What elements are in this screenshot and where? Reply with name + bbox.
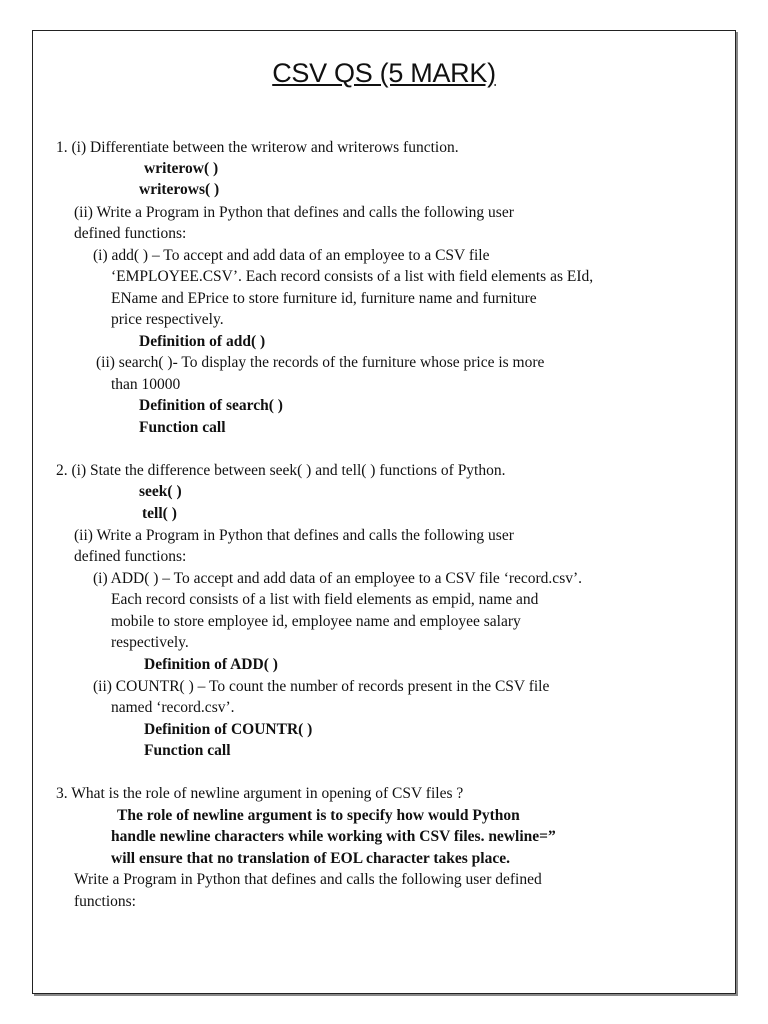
q1-line-8: EName and EPrice to store furniture id, furniture name and furniture xyxy=(111,290,537,307)
q1-line-5: defined functions: xyxy=(74,225,187,242)
q2-line-12: named ‘record.csv’. xyxy=(111,699,235,716)
q2-line-4: (ii) Write a Program in Python that defines and calls the following user xyxy=(74,527,514,544)
q2-line-13: Definition of COUNTR( ) xyxy=(144,721,313,738)
q2-line-1: 2. (i) State the difference between seek( ) and tell( ) functions of Python. xyxy=(56,462,506,479)
q3-answer-line-3: will ensure that no translation of EOL character takes place. xyxy=(111,850,510,867)
q2-line-14: Function call xyxy=(144,742,231,759)
q3-line-1: 3. What is the role of newline argument in opening of CSV files ? xyxy=(56,785,464,802)
q2-line-7: Each record consists of a list with field elements as empid, name and xyxy=(111,591,539,608)
q2-line-2: seek( ) xyxy=(139,483,182,500)
q1-line-2: writerow( ) xyxy=(144,160,219,177)
q1-line-13: Definition of search( ) xyxy=(139,397,283,414)
q1-line-4: (ii) Write a Program in Python that defines and calls the following user xyxy=(74,204,514,221)
q1-line-10: Definition of add( ) xyxy=(139,333,266,350)
q2-line-6: (i) ADD( ) – To accept and add data of an employee to a CSV file ‘record.csv’. xyxy=(93,570,583,587)
q1-line-14: Function call xyxy=(139,419,226,436)
q3-answer-line-2: handle newline characters while working with CSV files. newline=” xyxy=(111,828,556,845)
q2-line-9: respectively. xyxy=(111,634,189,651)
q2-line-5: defined functions: xyxy=(74,548,187,565)
q1-line-6: (i) add( ) – To accept and add data of an employee to a CSV file xyxy=(93,247,490,264)
q3-line-6: functions: xyxy=(74,893,136,910)
q1-line-7: ‘EMPLOYEE.CSV’. Each record consists of a list with field elements as EId, xyxy=(111,268,594,285)
q1-line-11: (ii) search( )- To display the records of the furniture whose price is more xyxy=(96,354,545,371)
page-title: CSV QS (5 MARK) xyxy=(272,58,496,88)
q2-line-11: (ii) COUNTR( ) – To count the number of records present in the CSV file xyxy=(93,678,550,695)
q2-line-8: mobile to store employee id, employee name and employee salary xyxy=(111,613,521,630)
q1-line-9: price respectively. xyxy=(111,311,224,328)
q3-line-5: Write a Program in Python that defines and calls the following user defined xyxy=(74,871,542,888)
q1-line-12: than 10000 xyxy=(111,376,181,393)
q1-line-1: 1. (i) Differentiate between the writerow and writerows function. xyxy=(56,139,459,156)
q2-line-10: Definition of ADD( ) xyxy=(144,656,278,673)
q2-line-3: tell( ) xyxy=(142,505,177,522)
q1-line-3: writerows( ) xyxy=(139,181,220,198)
q3-answer-line-1: The role of newline argument is to specify how would Python xyxy=(117,807,520,824)
